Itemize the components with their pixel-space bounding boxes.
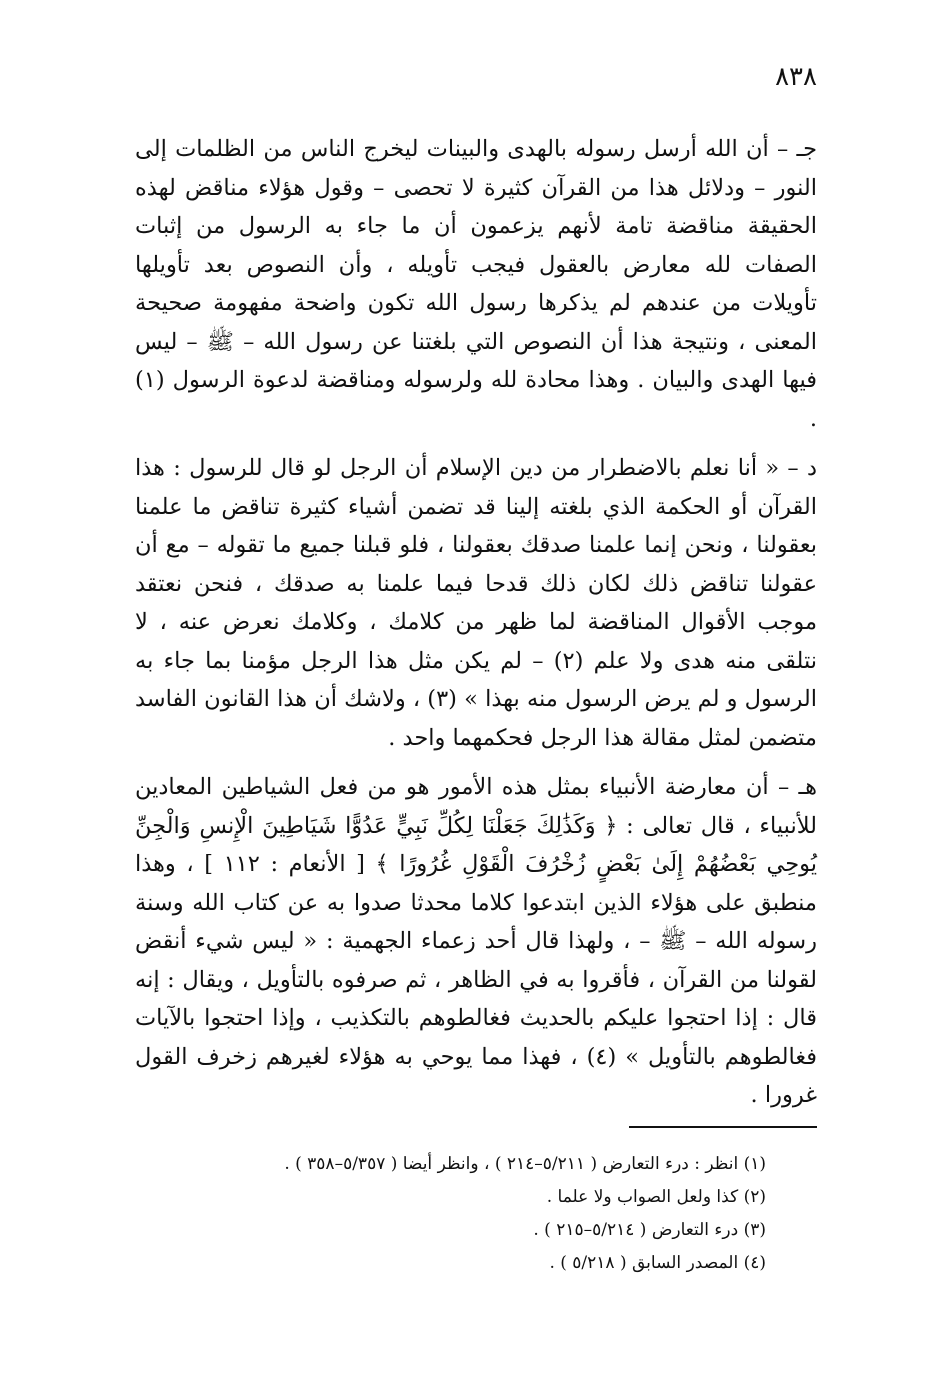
footnotes-list [166,1148,766,1280]
paragraph-jeem: جـ – أن الله أرسل رسوله بالهدى والبينات ليخرج الناس من الظلمات إلى النور – ودلائل هذا من القرآن كثيرة لا تحصى – وقول هؤلاء مناقض لهذه الحقيقة مناقضة تامة لأنهم يزعمون أن ما جاء به الرسول من إثبات الصفات لله معارض بالعقول فيجب تأويله ، وأن النصوص بعد تأويلها تأويلات من عندهم لم يذكرها رسول الله تكون واضحة مفهومة صحيحة المعنى ، ونتيجة هذا أن النصوص التي بلغتنا عن رسول الله – ﷺ – ليس فيها الهدى والبيان . وهذا محادة لله ولرسوله ومناقضة لدعوة الرسول (١) . [135,136,817,432]
paragraph-ha: هـ – أن معارضة الأنبياء بمثل هذه الأمور هو من فعل الشياطين المعادين للأنبياء ، قال تعالى : ﴿ وَكَذَٰلِكَ جَعَلْنَا لِكُلِّ نَبِيٍّ عَدُوًّا شَيَاطِينَ الْإِنسِ وَالْجِنِّ يُوحِي بَعْضُهُمْ إِلَىٰ بَعْضٍ زُخْرُفَ الْقَوْلِ غُرُورًا ﴾ [ الأنعام : ١١٢ ] ، وهذا منطبق على هؤلاء الذين ابتدعوا كلاما محدثا صدوا به عن كتاب الله وسنة رسوله الله – ﷺ – ، ولهذا قال أحد زعماء الجهمية : « ليس شيء أنقض لقولنا من القرآن ، فأقروا به في الظاهر ، ثم صرفوه بالتأويل ، ويقال : إنه قال : إذا احتجوا عليكم بالحديث فغالطوهم بالتكذيب ، وإذا احتجوا بالآيات فغالطوهم بالتأويل » (٤) ، فهذا مما يوحي به هؤلاء لغيرهم زخرف القول غرورا . [135,774,818,1108]
footnote-1: (١) انظر : درء التعارض ( ٥/٢١١–٢١٤ ) ، وانظر أيضا ( ٥/٣٥٧–٣٥٨ ) . [284,1154,766,1174]
main-text [135,130,817,1126]
footnote-2: (٢) كذا ولعل الصواب ولا علما . [546,1187,766,1207]
footnote-4: (٤) المصدر السابق ( ٥/٢١٨ ) . [549,1253,766,1273]
page-number: ٨٣٨ [775,62,817,92]
footnote-3: (٣) درء التعارض ( ٥/٢١٤–٢١٥ ) . [533,1220,766,1240]
footnote-divider [629,1126,817,1128]
paragraph-dal: د – « أنا نعلم بالاضطرار من دين الإسلام أن الرجل لو قال للرسول : هذا القرآن أو الحكمة الذي بلغته إلينا قد تضمن أشياء كثيرة تناقض ما علمنا بعقولنا ، ونحن إنما علمنا صدقك بعقولنا ، فلو قبلنا جميع ما تقوله – مع أن عقولنا تناقض ذلك لكان ذلك قدحا فيما علمنا به صدقك ، فنحن نعتقد موجب الأقوال المناقضة لما ظهر من كلامك ، وكلامك نعرض عنه ، لا نتلقى منه هدى ولا علم (٢) – لم يكن مثل هذا الرجل مؤمنا بما جاء به الرسول و لم يرض الرسول منه بهذا » (٣) ، ولاشك أن هذا القانون الفاسد متضمن لمثل مقالة هذا الرجل فحكمهما واحد . [135,455,818,751]
